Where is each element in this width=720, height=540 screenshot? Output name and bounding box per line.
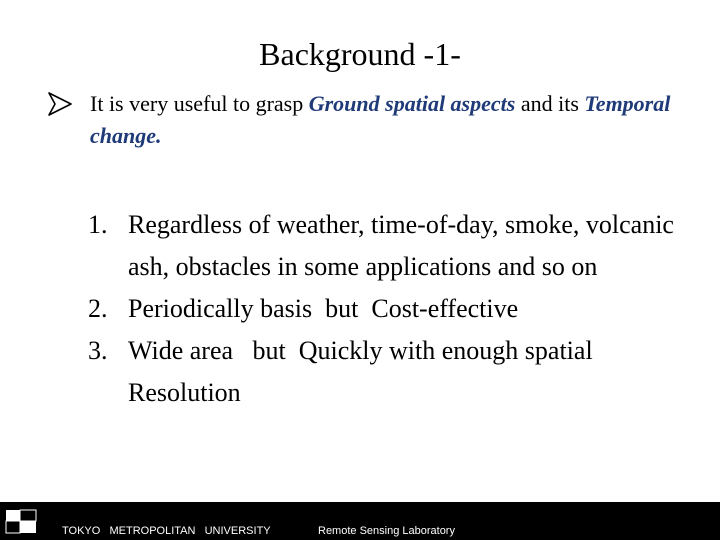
numbered-list [88, 204, 688, 414]
list-item [88, 330, 688, 414]
list-item-text: Wide area but Quickly with enough spatial Resolution [128, 336, 600, 407]
footer-bar [0, 502, 720, 540]
list-item [88, 288, 688, 330]
list-number: 2. [88, 294, 108, 323]
footer-lab: Remote Sensing Laboratory [318, 525, 455, 537]
arrowhead-bullet-icon [48, 91, 72, 117]
list-number: 3. [88, 336, 108, 365]
bullet-text-start: It is very useful to grasp [90, 91, 309, 116]
bullet-point [48, 88, 698, 152]
list-item-text: Periodically basis but Cost-effective [128, 294, 519, 323]
highlight-ground-spatial-aspects: Ground spatial aspects [308, 91, 516, 116]
checkered-logo-icon [0, 502, 44, 540]
highlight-temporal-change: Temporal change. [90, 91, 671, 148]
list-item [88, 204, 688, 288]
list-number: 1. [88, 210, 108, 239]
bullet-text-middle: and its [515, 91, 585, 116]
slide-title: Background -1- [259, 36, 461, 72]
bullet-text [90, 88, 698, 152]
list-item-text: Regardless of weather, time-of-day, smoke, volcanic ash, obstacles in some applications and so on [128, 210, 674, 281]
footer-university: TOKYO METROPOLITAN UNIVERSITY [62, 525, 271, 537]
